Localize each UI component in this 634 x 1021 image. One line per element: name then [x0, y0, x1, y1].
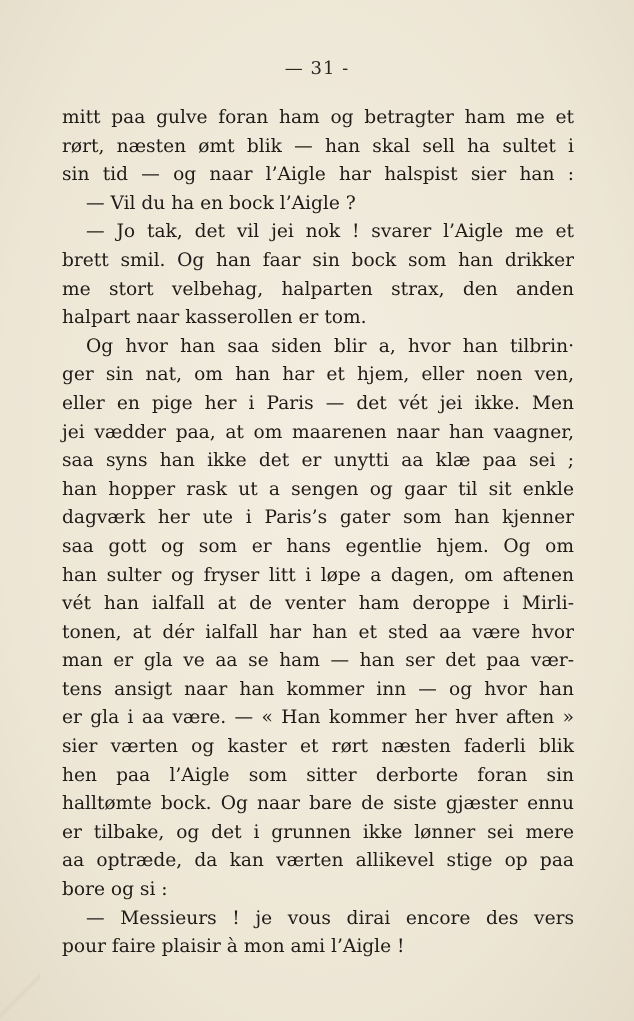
text-line: han sulter og fryser litt i løpe a dagen, om aftenen: [62, 564, 574, 586]
text-line: tonen, at dér ialfall har han et sted aa være hvor: [62, 621, 574, 643]
text-line: jei vædder paa, at om maarenen naar han vaagner,: [62, 421, 574, 443]
text-line: vét han ialfall at de venter ham deroppe i Mirli-: [62, 593, 574, 615]
text-line: er tilbake, og det i grunnen ikke lønner sei mere: [62, 821, 574, 843]
text-line: man er gla ve aa se ham — han ser det paa vær-: [62, 650, 574, 672]
text-line: Og hvor han saa siden blir a, hvor han tilbrin·: [86, 335, 574, 357]
text-line: bore og si :: [62, 879, 168, 901]
text-line: aa optræde, da kan værten allikevel stige op paa: [62, 850, 574, 872]
text-line: — Jo tak, det vil jei nok ! svarer l’Aigle me et: [86, 221, 574, 243]
text-line: — Messieurs ! je vous dirai encore des vers: [86, 907, 574, 929]
page-corner-wear: [0, 971, 40, 1021]
text-line: rørt, næsten ømt blik — han skal sell ha sultet i: [62, 135, 574, 157]
text-line: mitt paa gulve foran ham og betragter ham me et: [62, 107, 574, 128]
text-line: sin tid — og naar l’Aigle har halspist sier han :: [62, 164, 574, 186]
text-line: me stort velbehag, halparten strax, den anden: [62, 278, 574, 300]
text-line: er gla i aa være. — « Han kommer her hver aften »: [62, 707, 574, 729]
text-line: saa gott og som er hans egentlie hjem. Og om: [62, 535, 574, 557]
text-line: dagværk her ute i Paris’s gater som han kjenner: [62, 507, 574, 529]
page-number: — 31 -: [284, 58, 350, 79]
text-line: saa syns han ikke det er unytti aa klæ paa sei ;: [62, 450, 574, 472]
text-line: halpart naar kasserollen er tom.: [62, 307, 367, 329]
text-line: hen paa l’Aigle som sitter derborte foran sin: [62, 764, 574, 786]
text-line: ger sin nat, om han har et hjem, eller noen ven,: [62, 364, 574, 386]
body-text: [62, 104, 574, 962]
text-line: brett smil. Og han faar sin bock som han drikker: [62, 249, 574, 271]
text-line: tens ansigt naar han kommer inn — og hvor han: [62, 678, 574, 700]
text-line: pour faire plaisir à mon ami l’Aigle !: [62, 936, 405, 958]
text-line: halltømte bock. Og naar bare de siste gjæster ennu: [62, 793, 574, 815]
text-line: han hopper rask ut a sengen og gaar til sit enkle: [62, 478, 574, 500]
text-line: — Vil du ha en bock l’Aigle ?: [86, 192, 356, 214]
text-line: eller en pige her i Paris — det vét jei ikke. Men: [62, 392, 574, 414]
text-line: sier værten og kaster et rørt næsten faderli blik: [62, 736, 574, 758]
